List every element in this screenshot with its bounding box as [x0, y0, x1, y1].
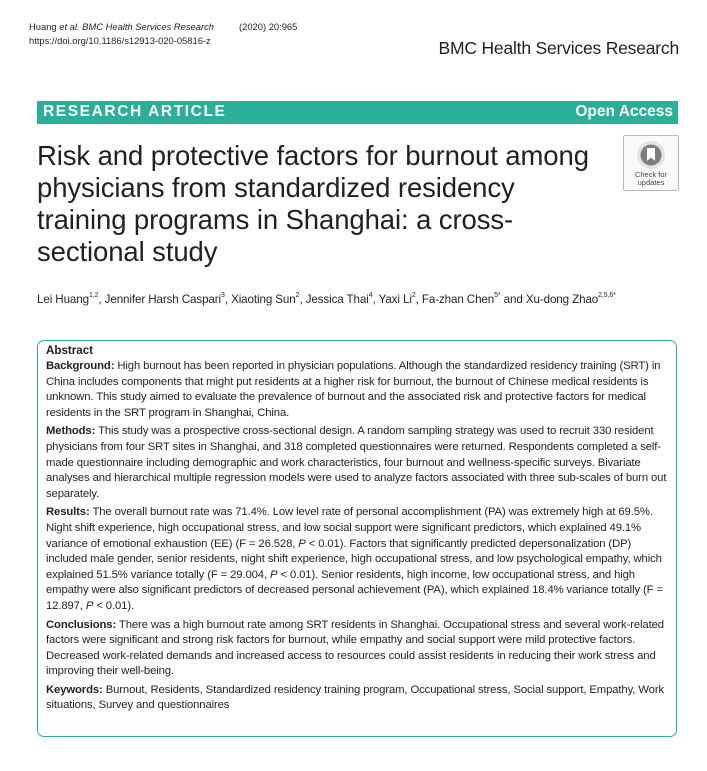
open-access-label: Open Access [575, 103, 673, 120]
citation-header [29, 20, 297, 47]
author-separator: , [372, 293, 379, 306]
author-name: Xiaoting Sun [231, 293, 296, 306]
author-affiliation: 3 [221, 292, 225, 299]
author-name: Jennifer Harsh Caspari [104, 293, 222, 306]
abstract-conclusions: Conclusions: There was a high burnout rate among SRT residents in Shanghai. Occupational stress and several work-related factors were significant and strong risk factors for burnout, while empathy and social support were mild protective factors. Decreased work-related demands and increased access to resources could assist residents in reducing their work stress and improving their well-being. [46, 618, 664, 678]
author-name: Xu-dong Zhao [525, 293, 599, 306]
abstract-results: Results: The overall burnout rate was 71.4%. Low level rate of personal accomplishment (PA) was extremely high at 69.5%. Night shift experience, high occupational stress, and low social support were significant predictors, which explained 49.1% variance of emotional exhaustion (EE) (F = 26.528, P < 0.01). Factors that significantly predicted depersonalization (DP) included male gender, senior residents, night shift experience, high occupational stress, and low psychological empathy, which explained 51.5% variance totally (F = 29.004, P < 0.01). Senior residents, high income, low occupational stress, and high empathy were also significant predictors of decreased personal achievement (PA), which explained 18.4% variance totally (F = 12.897, P < 0.01). [46, 506, 663, 612]
author-affiliation: 4 [368, 292, 373, 299]
bookmark-icon [636, 140, 666, 170]
author-separator: , [299, 293, 306, 306]
author-affiliation: 2 [411, 292, 416, 299]
author-affiliation: 2 [295, 292, 300, 299]
abstract-background: Background: High burnout has been reported in physician populations. Although the standardized residency training (SRT) in China includes components that might put residents at a higher risk for burnout, the burnout of Chinese medical residents is unknown. This study aimed to evaluate the prevalence of burnout and the associated risk and protective factors for medical residents in the SRT program in Shanghai, China. [46, 360, 661, 419]
abstract-box [37, 340, 677, 737]
abstract-keywords: Keywords: Burnout, Residents, Standardized residency training program, Occupational stress, Social support, Empathy, Work situations, Survey and questionnaires [46, 683, 664, 712]
abstract-heading: Abstract [46, 344, 94, 357]
author-affiliation: 5* [494, 292, 501, 299]
journal-name: BMC Health Services Research [438, 38, 679, 58]
article-type-label: RESEARCH ARTICLE [43, 103, 227, 120]
article-type-banner [37, 101, 678, 124]
citation-journal: et al. BMC Health Services Research [59, 21, 214, 32]
author-affiliation: 2,5,6* [598, 292, 616, 299]
citation-line: Huang et al. BMC Health Services Research (2020) 20:965 [29, 21, 298, 32]
doi-link[interactable]: https://doi.org/10.1186/s12913-020-05816-z [29, 34, 211, 46]
author-name: Jessica Thai [305, 293, 369, 306]
check-for-updates-label: Check for updates [634, 170, 668, 187]
article-title: Risk and protective factors for burnout among physicians from standardized residency training programs in Shanghai: a cross-sectional study [37, 140, 589, 267]
author-name: Fa-zhan Chen [421, 293, 495, 306]
check-for-updates-button[interactable] [623, 135, 679, 191]
abstract-methods: Methods: This study was a prospective cross-sectional design. A random sampling strategy was used to recruit 330 resident physicians from four SRT sites in Shanghai, and 318 completed questionnaires were returned. Respondents completed a self-made questionnaire including demographic and work characteristics, four burnout and wellness-specific surveys. Bivariate analyses and hierarchical multiple regression models were used to analyze factors associated with three sub-scales of burn out separately. [46, 425, 667, 500]
citation-year: (2020) 20:965 [238, 21, 298, 32]
author-name: Yaxi Li [378, 293, 412, 306]
author-separator: and [500, 293, 526, 306]
author-list [37, 293, 616, 306]
author-name: Lei Huang [37, 293, 89, 306]
author-affiliation: 1,2 [88, 292, 99, 299]
author-separator: , [98, 293, 105, 306]
author-separator: , [224, 293, 232, 306]
author-separator: , [415, 293, 422, 306]
